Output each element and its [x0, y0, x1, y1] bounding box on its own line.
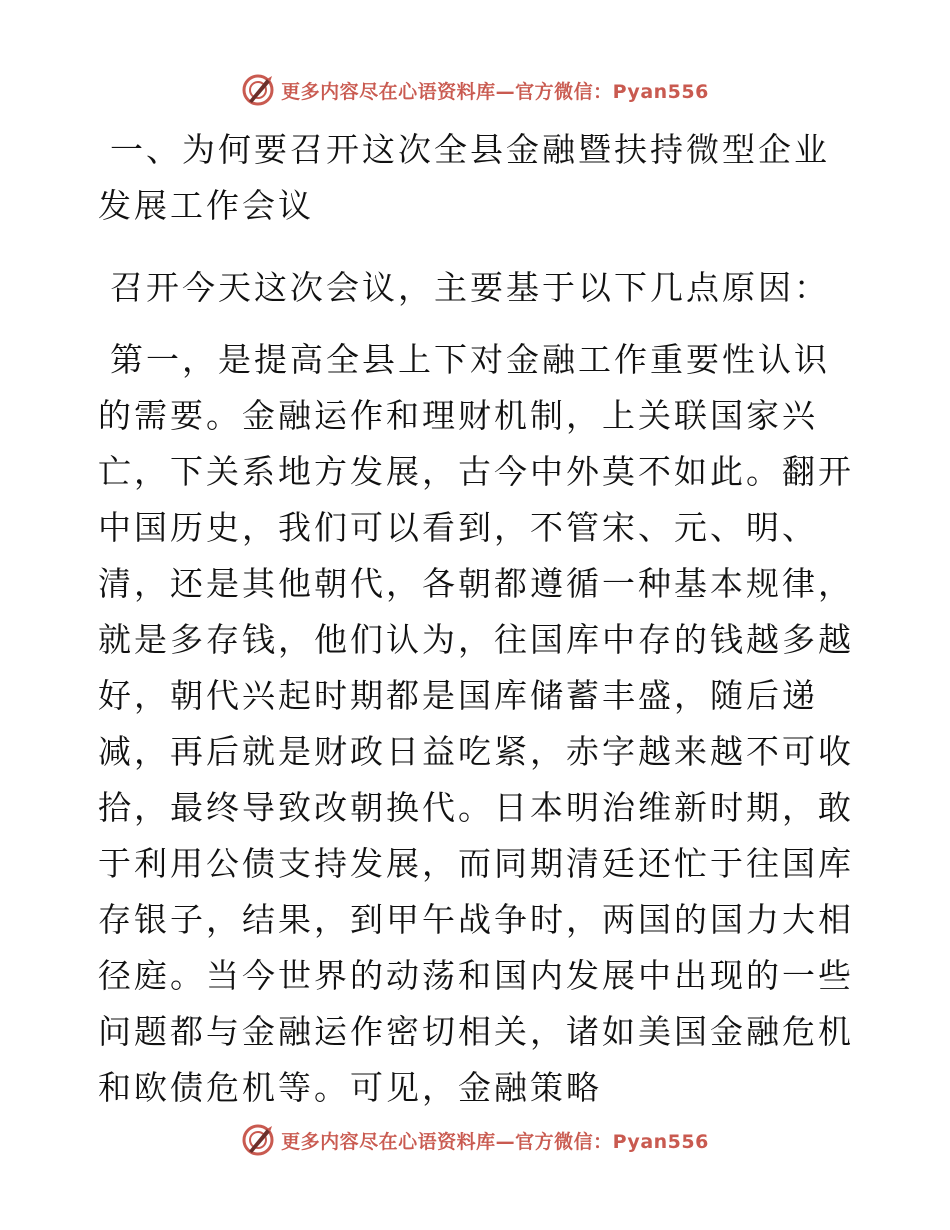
header-watermark-text: 更多内容尽在心语资料库—官方微信：Pyan556	[281, 80, 709, 103]
footer-watermark-banner	[0, 1120, 950, 1160]
footer-watermark-text: 更多内容尽在心语资料库—官方微信：Pyan556	[281, 1130, 709, 1153]
intro-paragraph: 召开今天这次会议，主要基于以下几点原因：	[110, 268, 830, 307]
header-watermark-banner	[0, 70, 950, 110]
quill-logo-icon	[241, 73, 275, 107]
body-paragraph-1: 第一，是提高全县上下对金融工作重要性认识的需要。金融运作和理财机制，上关联国家兴亡，下关系地方发展，古今中外莫不如此。翻开中国历史，我们可以看到，不管宋、元、明、清，还是其他朝代，各朝都遵循一种基本规律，就是多存钱，他们认为，往国库中存的钱越多越好，朝代兴起时期都是国库储蓄丰盛，随后递减，再后就是财政日益吃紧，赤字越来越不可收拾，最终导致改朝换代。日本明治维新时期，敢于利用公债支持发展，而同期清廷还忙于往国库存银子，结果，到甲午战争时，两国的国力大相径庭。当今世界的动荡和国内发展中出现的一些问题都与金融运作密切相关，诸如美国金融危机和欧债危机等。可见，金融策略	[98, 340, 854, 1107]
section-heading: 一、为何要召开这次全县金融暨扶持微型企业发展工作会议	[98, 130, 830, 225]
quill-logo-icon	[241, 1123, 275, 1157]
document-body	[98, 122, 858, 1116]
